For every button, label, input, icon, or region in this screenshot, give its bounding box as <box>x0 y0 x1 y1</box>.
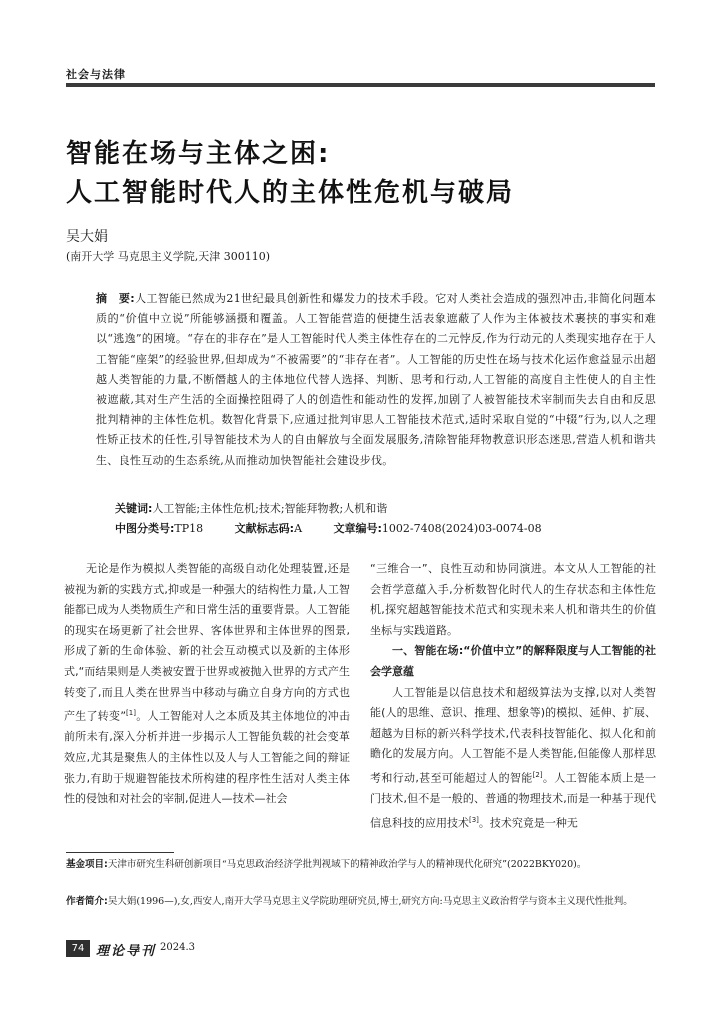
funding-label: 基金项目: <box>66 859 108 870</box>
journal-logo: 理论导刊 <box>96 944 157 959</box>
classification-line <box>115 520 570 536</box>
footnote-rule <box>66 852 174 853</box>
body-column-right <box>370 559 656 834</box>
author-bio-label: 作者简介: <box>66 896 108 907</box>
body-paragraph: “三维合一”、良性互动和协同演进。本文从人工智能的社会哲学意蕴入手,分析数智化时代人的生存状态和主体性危机,探究超越智能技术范式和实现未来人机和谐共生的价值坐标与实践道路。 <box>370 562 656 637</box>
citation-ref: [1] <box>126 709 136 718</box>
keywords <box>115 500 387 516</box>
author-bio-note: 作者简介:吴大娟(1996—),女,西安人,南开大学马克思主义学院助理研究员,博士,研究方向:马克思主义政治哲学与资本主义现代性批判。 <box>66 896 633 907</box>
keywords-label: 关键词: <box>115 502 153 515</box>
author-affiliation: (南开大学 马克思主义学院,天津 300110) <box>66 250 271 263</box>
funding-note: 基金项目:天津市研究生科研创新项目“马克思政治经济学批判视域下的精神政治学与人的精神现代化研究”(2022BKY020)。 <box>66 859 587 870</box>
clc-value: TP18 <box>174 522 204 535</box>
citation-ref: [2] <box>532 770 543 779</box>
header-rule <box>66 83 655 87</box>
author-name: 吴大娟 <box>66 229 108 245</box>
doc-code-label: 文献标志码: <box>234 522 295 535</box>
keywords-text: 人工智能;主体性危机;技术;智能拜物教;人机和谐 <box>152 502 388 515</box>
doc-code-value: A <box>294 522 303 535</box>
section-heading: 一、智能在场:“价值中立”的解释限度与人工智能的社会学意蕴 <box>370 644 656 678</box>
body-paragraph: 人工智能是以信息技术和超级算法为支撑,以对人类智能(人的思维、意识、推理、想象等)的模拟、延伸、扩展、超越为目标的新兴科学技术,代表科技智能化、拟人化和前瞻化的发展方向。人工智能不是人类智能,但能像人那样思考和行动,甚至可能超过人的智能[2]。人工智能本质上是一门技术,但不是一般的、普通的物理技术,而是一种基于现代信息科技的应用技术[3]。技术究竟是一种无 <box>370 685 657 830</box>
article-title-line1: 智能在场与主体之困: <box>66 139 331 169</box>
issue-number: 2024.3 <box>160 942 195 953</box>
body-column-left <box>64 559 350 810</box>
article-number-label: 文章编号: <box>333 522 382 535</box>
body-paragraph: 无论是作为模拟人类智能的高级自动化处理装置,还是被视为新的实践方式,抑或是一种强大的结构性力量,人工智能都已成为人类物质生产和日常生活的重要背景。人工智能的现实在场更新了社会世界、客体世界和主体世界的图景,形成了新的生命体验、新的社会互动模式以及新的主体形式,“而结果则是人类被安置于世界或被抛入世界的方式产生转变了,而且人类在世界当中移动与确立自身方向的方式也产生了转变”[1]。人工智能对人之本质及其主体地位的冲击前所未有,深入分析并进一步揭示人工智能负载的社会变革效应,尤其是聚焦人的主体性以及人与人工智能之间的辩证张力,有助于规避智能技术所构建的程序性生活对人类主体性的侵蚀和对社会的宰制,促进人—技术—社会 <box>64 562 350 806</box>
abstract-text: 人工智能已然成为21世纪最具创新性和爆发力的技术手段。它对人类社会造成的强烈冲击,非简化问题本质的“价值中立说”所能够涵摄和覆盖。人工智能营造的便捷生活表象遮蔽了人作为主体被技术裹挟的事实和难以“逃逸”的困境。“存在的非存在”是人工智能时代人类主体性存在的二元悖反,作为行动元的人类现实地存在于人工智能“座架”的经验世界,但却成为“不被需要”的“非存在者”。人工智能的历史性在场与技术化运作愈益显示出超越人类智能的力量,不断僭越人的主体地位代替人选择、判断、思考和行动,人工智能的高度自主性使人的自主性被遮蔽,其对生产生活的全面操控阻碍了人的创造性和能动性的发挥,加剧了人被智能技术宰制而失去自由和反思批判精神的主体性危机。数智化背景下,应通过批判审思人工智能技术范式,适时采取自觉的“中辍”行为,以人之理性矫正技术的任性,引导智能技术为人的自由解放与全面发展服务,清除智能拜物教意识形态迷思,营造人机和谐共生、良性互动的生态系统,从而推动加快智能社会建设步伐。 <box>96 292 657 467</box>
abstract-label: 摘 要: <box>96 292 135 305</box>
section-tag: 社会与法律 <box>66 68 126 81</box>
clc-label: 中图分类号: <box>115 522 175 535</box>
citation-ref: [3] <box>469 815 479 824</box>
page-number: 74 <box>66 940 90 957</box>
article-number-value: 1002-7408(2024)03-0074-08 <box>381 522 542 535</box>
abstract <box>96 289 656 471</box>
article-title-line2: 人工智能时代人的主体性危机与破局 <box>66 178 515 208</box>
